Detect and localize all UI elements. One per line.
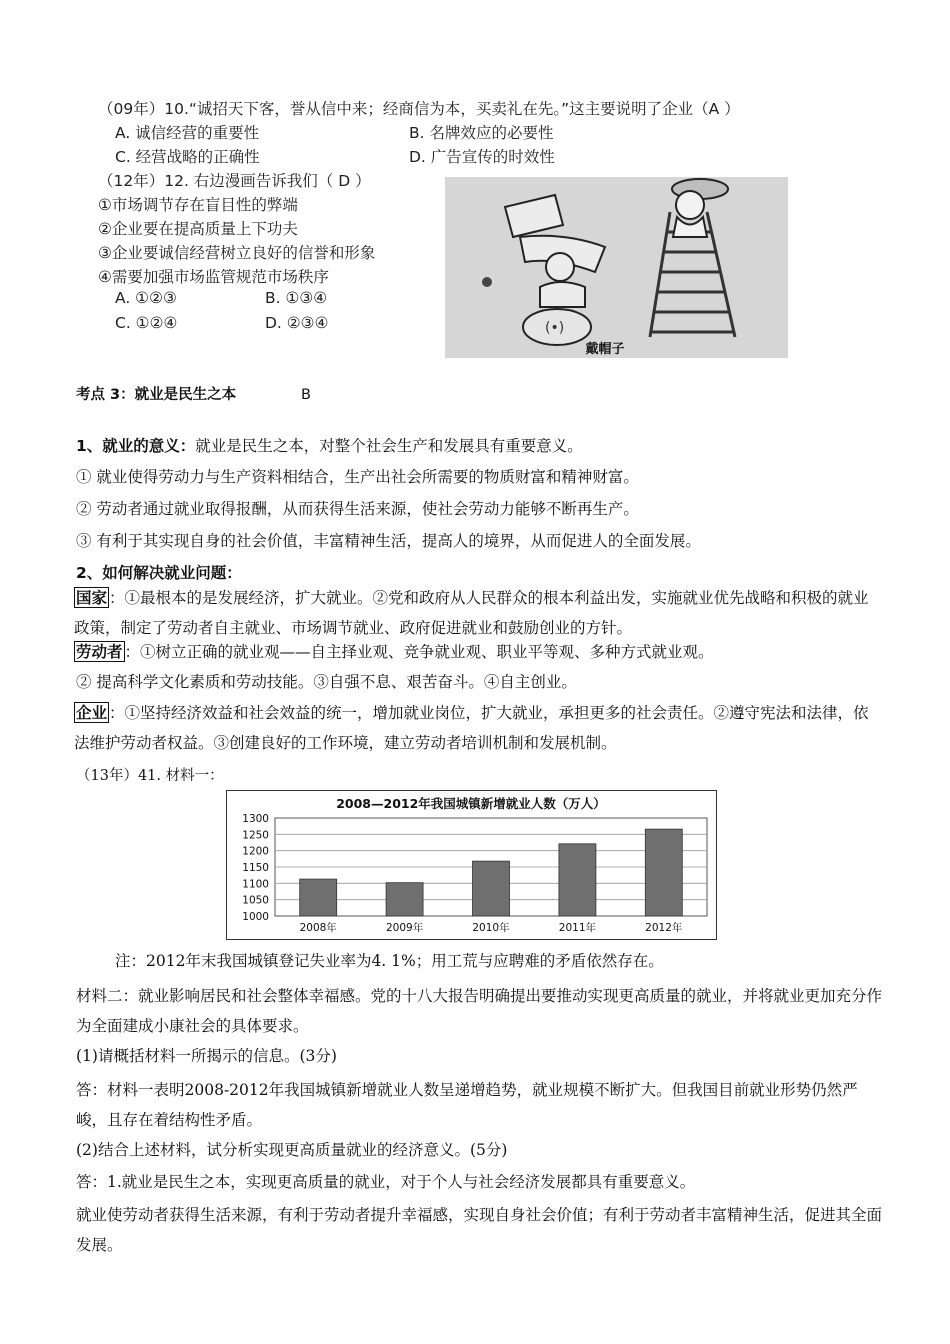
chart-title: 2008—2012年我国城镇新增就业人数（万人） [336,796,606,811]
q12-item-4: ④需要加强市场监管规范市场秩序 [98,268,329,286]
svg-text:(•): (•) [545,320,565,336]
solve-state [74,583,880,643]
q12-stem: （12年）12. 右边漫画告诉我们（ D ） [98,172,371,190]
y-tick-label: 1300 [242,813,269,825]
q12-option-a: A. ①②③ [115,289,177,307]
y-tick-label: 1050 [242,894,269,907]
q10-stem: （09年）10.“诚招天下客，誉从信中来；经商信为本，买卖礼在先。”这主要说明了企业（A ） [98,100,740,118]
y-tick-label: 1150 [242,862,269,874]
q41-answer1: 答：材料一表明2008-2012年我国城镇新增就业人数呈递增趋势，就业规模不断扩大。但我国目前就业形势仍然严峻，且存在着结构性矛盾。 [76,1081,858,1129]
chart-xticks [300,921,683,934]
q10-option-d: D. 广告宣传的时效性 [409,148,555,166]
meaning-line [76,436,583,456]
q12-option-d: D. ②③④ [265,314,329,332]
cartoon-image [445,177,788,358]
section-heading: 考点 3：就业是民生之本 [76,387,237,403]
y-tick-label: 1250 [242,829,269,842]
y-tick-label: 1200 [242,845,269,858]
q41-answer2a: 答：1.就业是民生之本，实现更高质量的就业，对于个人与社会经济发展都具有重要意义。 [76,1173,696,1191]
q10-option-a: A. 诚信经营的重要性 [115,124,260,142]
q12-option-b: B. ①③④ [265,289,328,307]
cartoon-drawing [445,177,788,358]
chart-bars [300,829,683,916]
meaning-point-3: ③ 有利于其实现自身的社会价值，丰富精神生活，提高人的境界，从而促进人的全面发展。 [76,532,701,550]
q12-item-2: ②企业要在提高质量上下功夫 [98,220,298,238]
q10-option-b: B. 名牌效应的必要性 [409,124,554,142]
q12-item-1: ①市场调节存在盲目性的弊端 [98,196,298,214]
solve-enterprise [74,698,880,758]
bar-2012年 [645,829,682,916]
chart-yticks [242,813,269,923]
bar-2011年 [559,844,596,916]
q41-sub2: (2)结合上述材料，试分析实现更高质量就业的经济意义。(5分) [76,1141,508,1159]
bar-2009年 [386,883,423,916]
x-tick-label: 2008年 [299,922,337,934]
q41-answer2b: 就业使劳动者获得生活来源，有利于劳动者提升幸福感，实现自身社会价值；有利于劳动者丰富精神生活，促进其全面发展。 [76,1206,883,1254]
state-text: ：①最根本的是发展经济，扩大就业。②党和政府从人民群众的根本利益出发，实施就业优先战略和积极的就业政策，制定了劳动者自主就业、市场调节就业、政府促进就业和鼓励创业的方针。 [74,589,869,637]
q41-sub1: (1)请概括材料一所揭示的信息。(3分) [76,1047,337,1065]
state-label: 国家 [76,588,108,607]
q41-material2: 材料二：就业影响居民和社会整体幸福感。党的十八大报告明确提出要推动实现更高质量的就业，并将就业更加充分作为全面建成小康社会的具体要求。 [76,987,883,1035]
employment-chart [226,790,717,940]
y-tick-label: 1000 [242,911,269,923]
q12-option-c: C. ①②④ [115,314,178,332]
section-grade: B [301,387,311,403]
meaning-title: 1、就业的意义： [76,437,196,455]
x-tick-label: 2010年 [472,922,510,934]
x-tick-label: 2012年 [645,922,683,934]
worker-text: ：①树立正确的就业观——自主择业观、竞争就业观、职业平等观、多种方式就业观。 [124,643,714,661]
meaning-point-1: ① 就业使得劳动力与生产资料相结合，生产出社会所需要的物质财富和精神财富。 [76,468,639,486]
worker-text-2: ② 提高科学文化素质和劳动技能。③自强不息、艰苦奋斗。④自主创业。 [76,673,577,691]
bar-2008年 [300,879,337,916]
worker-label: 劳动者 [76,642,123,661]
solve-worker [74,642,714,662]
x-tick-label: 2011年 [558,922,597,934]
q41-intro: （13年）41. 材料一： [76,768,224,784]
enterprise-label: 企业 [76,703,108,722]
chart-svg [227,791,716,939]
meaning-point-2: ② 劳动者通过就业取得报酬，从而获得生活来源，使社会劳动力能够不断再生产。 [76,500,639,518]
enterprise-text: ：①坚持经济效益和社会效益的统一，增加就业岗位，扩大就业，承担更多的社会责任。②遵守宪法和法律，依法维护劳动者权益。③创建良好的工作环境，建立劳动者培训机制和发展机制。 [74,704,869,752]
bar-2010年 [473,861,510,916]
x-tick-label: 2009年 [385,922,424,934]
cartoon-caption: 戴帽子 [585,342,625,357]
y-tick-label: 1100 [242,878,269,891]
solve-title: 2、如何解决就业问题： [76,564,242,582]
q10-option-c: C. 经营战略的正确性 [115,148,260,166]
q12-item-3: ③企业要诚信经营树立良好的信誉和形象 [98,244,376,262]
q41-note: 注：2012年末我国城镇登记失业率为4. 1%；用工荒与应聘难的矛盾依然存在。 [115,952,664,970]
meaning-title-rest: 就业是民生之本，对整个社会生产和发展具有重要意义。 [195,437,583,455]
